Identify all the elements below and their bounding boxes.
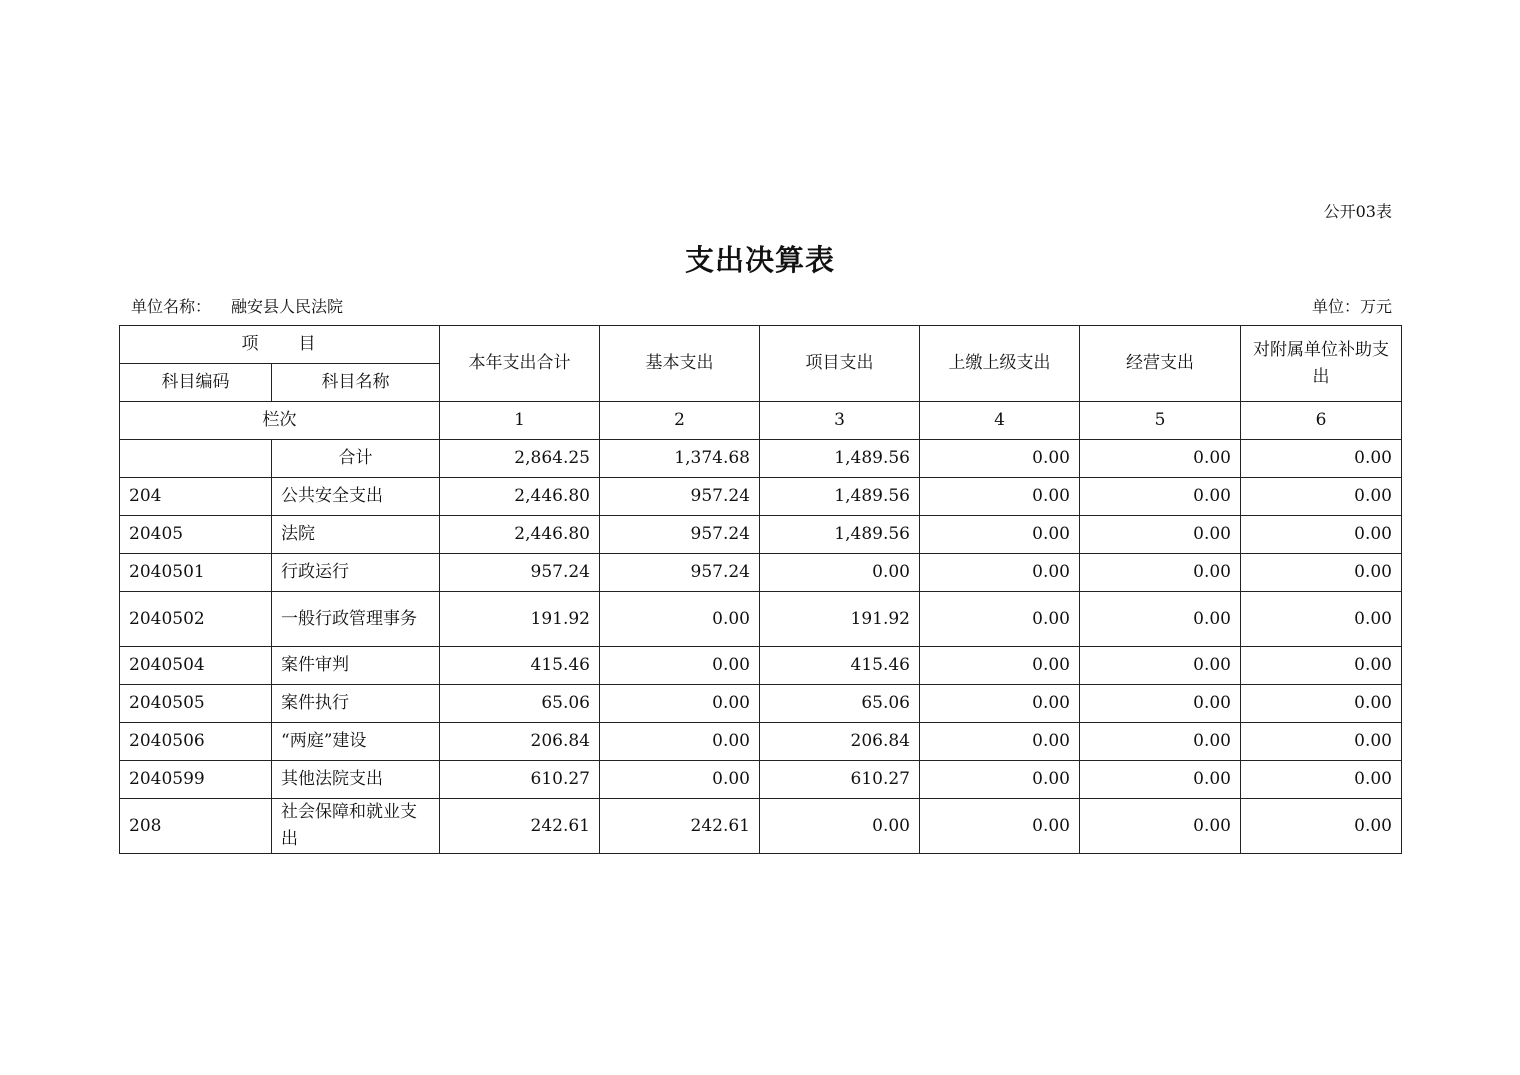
amount-cell: 0.00 bbox=[920, 685, 1080, 723]
amount-cell: 0.00 bbox=[1080, 440, 1241, 478]
page-title: 支出决算表 bbox=[684, 243, 835, 277]
table-row bbox=[120, 592, 1402, 647]
subject-name: 行政运行 bbox=[272, 554, 440, 592]
amount-cell: 0.00 bbox=[1080, 516, 1241, 554]
subject-name: 合计 bbox=[272, 440, 440, 478]
amount-cell: 0.00 bbox=[1241, 478, 1402, 516]
amount-cell: 0.00 bbox=[1241, 516, 1402, 554]
amount-cell: 242.61 bbox=[600, 799, 760, 854]
table-row bbox=[120, 799, 1402, 854]
subject-name: 案件审判 bbox=[272, 647, 440, 685]
header-subsidy: 对附属单位补助支出 bbox=[1241, 326, 1402, 402]
subject-code: 2040502 bbox=[120, 592, 272, 647]
amount-cell: 65.06 bbox=[440, 685, 600, 723]
amount-cell: 1,374.68 bbox=[600, 440, 760, 478]
amount-cell: 0.00 bbox=[1241, 592, 1402, 647]
header-code: 科目编码 bbox=[120, 364, 272, 402]
header-project: 项目支出 bbox=[760, 326, 920, 402]
subject-name: 案件执行 bbox=[272, 685, 440, 723]
amount-cell: 0.00 bbox=[1080, 761, 1241, 799]
amount-cell: 957.24 bbox=[600, 554, 760, 592]
header-upper: 上缴上级支出 bbox=[920, 326, 1080, 402]
amount-cell: 191.92 bbox=[440, 592, 600, 647]
amount-cell: 0.00 bbox=[600, 647, 760, 685]
amount-cell: 1,489.56 bbox=[760, 516, 920, 554]
form-number: 公开03表 bbox=[1323, 202, 1392, 221]
column-number: 6 bbox=[1241, 402, 1402, 440]
amount-cell: 0.00 bbox=[920, 554, 1080, 592]
expenditure-table bbox=[119, 325, 1402, 854]
column-number-row bbox=[120, 402, 1402, 440]
subject-name: 一般行政管理事务 bbox=[272, 592, 440, 647]
table-row bbox=[120, 723, 1402, 761]
amount-cell: 0.00 bbox=[920, 440, 1080, 478]
header-business: 经营支出 bbox=[1080, 326, 1241, 402]
table-row bbox=[120, 516, 1402, 554]
header-total: 本年支出合计 bbox=[440, 326, 600, 402]
amount-cell: 0.00 bbox=[1080, 723, 1241, 761]
subject-code: 2040501 bbox=[120, 554, 272, 592]
subject-code bbox=[120, 440, 272, 478]
amount-cell: 0.00 bbox=[1241, 685, 1402, 723]
subject-code: 208 bbox=[120, 799, 272, 854]
amount-cell: 0.00 bbox=[920, 761, 1080, 799]
amount-cell: 2,446.80 bbox=[440, 478, 600, 516]
amount-cell: 0.00 bbox=[600, 685, 760, 723]
amount-cell: 0.00 bbox=[1080, 554, 1241, 592]
column-number-label: 栏次 bbox=[120, 402, 440, 440]
amount-cell: 0.00 bbox=[600, 592, 760, 647]
amount-cell: 206.84 bbox=[760, 723, 920, 761]
amount-cell: 0.00 bbox=[1241, 554, 1402, 592]
amount-cell: 1,489.56 bbox=[760, 440, 920, 478]
amount-cell: 957.24 bbox=[600, 516, 760, 554]
amount-cell: 957.24 bbox=[440, 554, 600, 592]
amount-cell: 0.00 bbox=[600, 723, 760, 761]
header-row-1 bbox=[120, 326, 1402, 364]
amount-cell: 0.00 bbox=[920, 516, 1080, 554]
currency-unit: 单位：万元 bbox=[1311, 297, 1392, 316]
amount-cell: 0.00 bbox=[1241, 647, 1402, 685]
amount-cell: 957.24 bbox=[600, 478, 760, 516]
amount-cell: 0.00 bbox=[920, 647, 1080, 685]
unit-name-value: 融安县人民法院 bbox=[231, 297, 344, 316]
table-row bbox=[120, 647, 1402, 685]
subject-name: 其他法院支出 bbox=[272, 761, 440, 799]
header-name: 科目名称 bbox=[272, 364, 440, 402]
amount-cell: 610.27 bbox=[760, 761, 920, 799]
subject-name: 法院 bbox=[272, 516, 440, 554]
amount-cell: 0.00 bbox=[920, 592, 1080, 647]
subject-code: 204 bbox=[120, 478, 272, 516]
amount-cell: 0.00 bbox=[1241, 440, 1402, 478]
amount-cell: 0.00 bbox=[1241, 761, 1402, 799]
subject-name: “两庭”建设 bbox=[272, 723, 440, 761]
amount-cell: 191.92 bbox=[760, 592, 920, 647]
subject-code: 20405 bbox=[120, 516, 272, 554]
amount-cell: 610.27 bbox=[440, 761, 600, 799]
table-row bbox=[120, 761, 1402, 799]
table-row bbox=[120, 478, 1402, 516]
subject-code: 2040505 bbox=[120, 685, 272, 723]
total-row bbox=[120, 440, 1402, 478]
amount-cell: 65.06 bbox=[760, 685, 920, 723]
table-row bbox=[120, 685, 1402, 723]
amount-cell: 0.00 bbox=[1080, 799, 1241, 854]
amount-cell: 0.00 bbox=[920, 799, 1080, 854]
subject-name: 公共安全支出 bbox=[272, 478, 440, 516]
amount-cell: 0.00 bbox=[760, 799, 920, 854]
amount-cell: 1,489.56 bbox=[760, 478, 920, 516]
amount-cell: 0.00 bbox=[600, 761, 760, 799]
unit-name-label: 单位名称： bbox=[131, 297, 212, 316]
amount-cell: 0.00 bbox=[1080, 592, 1241, 647]
amount-cell: 0.00 bbox=[1080, 685, 1241, 723]
subject-code: 2040506 bbox=[120, 723, 272, 761]
amount-cell: 0.00 bbox=[1080, 647, 1241, 685]
amount-cell: 0.00 bbox=[920, 723, 1080, 761]
subject-name: 社会保障和就业支出 bbox=[272, 799, 440, 854]
subject-code: 2040599 bbox=[120, 761, 272, 799]
header-item: 项 目 bbox=[120, 326, 440, 364]
table-body bbox=[120, 326, 1402, 854]
amount-cell: 206.84 bbox=[440, 723, 600, 761]
column-number: 3 bbox=[760, 402, 920, 440]
column-number: 1 bbox=[440, 402, 600, 440]
header-basic: 基本支出 bbox=[600, 326, 760, 402]
amount-cell: 242.61 bbox=[440, 799, 600, 854]
amount-cell: 2,864.25 bbox=[440, 440, 600, 478]
subject-code: 2040504 bbox=[120, 647, 272, 685]
amount-cell: 415.46 bbox=[440, 647, 600, 685]
amount-cell: 0.00 bbox=[1241, 723, 1402, 761]
amount-cell: 2,446.80 bbox=[440, 516, 600, 554]
column-number: 4 bbox=[920, 402, 1080, 440]
amount-cell: 0.00 bbox=[1080, 478, 1241, 516]
amount-cell: 415.46 bbox=[760, 647, 920, 685]
table-row bbox=[120, 554, 1402, 592]
column-number: 2 bbox=[600, 402, 760, 440]
amount-cell: 0.00 bbox=[1241, 799, 1402, 854]
amount-cell: 0.00 bbox=[760, 554, 920, 592]
unit-name-line bbox=[131, 294, 343, 317]
column-number: 5 bbox=[1080, 402, 1241, 440]
amount-cell: 0.00 bbox=[920, 478, 1080, 516]
